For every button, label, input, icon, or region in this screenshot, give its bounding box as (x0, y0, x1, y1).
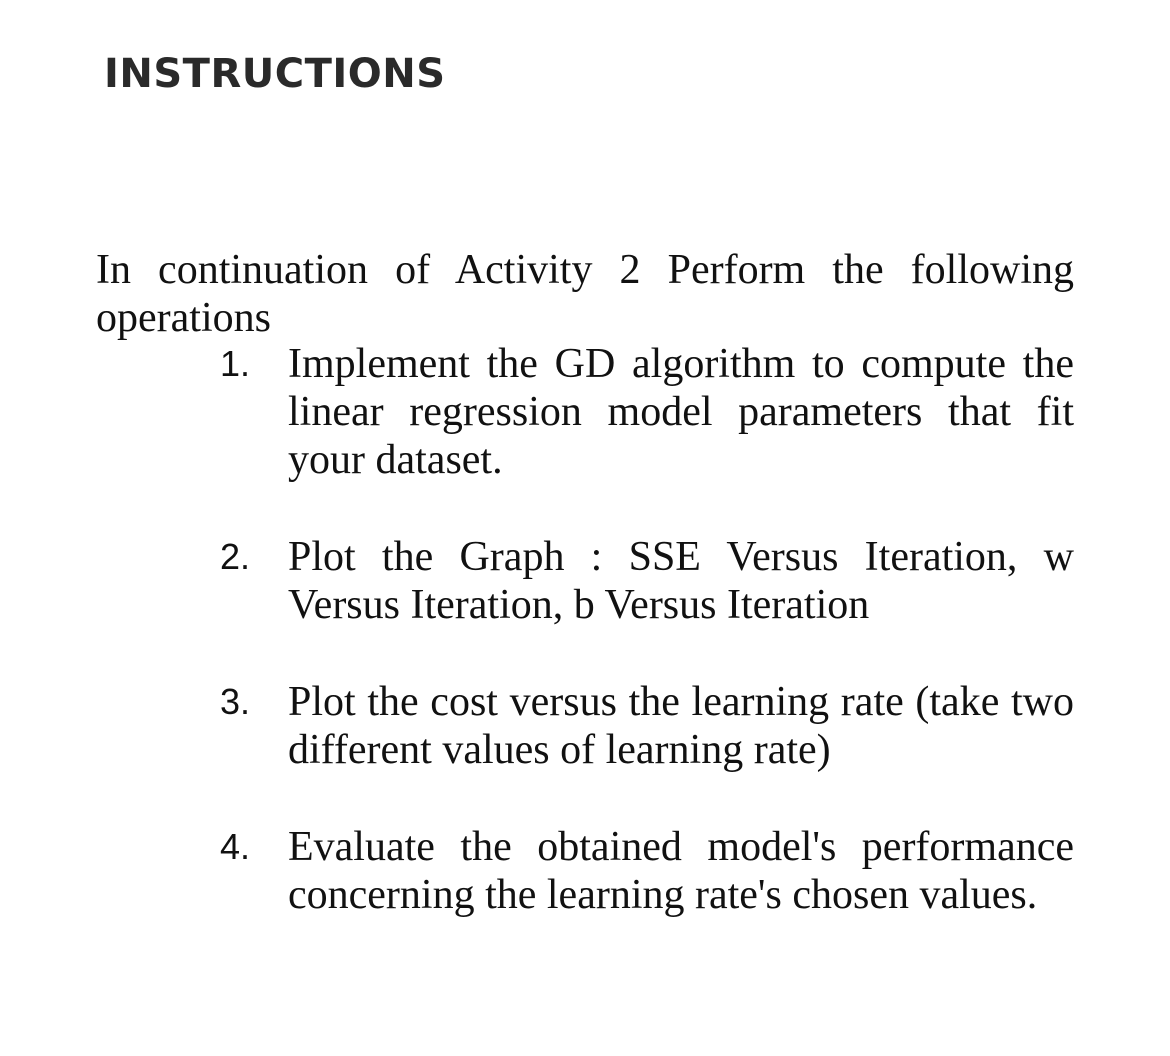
list-item (220, 678, 1074, 774)
list-item-text: Evaluate the obtained model's performance concerning the learning rate's chosen values. (288, 824, 1074, 918)
page-title: INSTRUCTIONS (104, 51, 446, 97)
list-item-text: Plot the cost versus the learning rate (take two different values of learning rate) (288, 679, 1074, 773)
list-item (220, 340, 1074, 484)
list-item-number: 2. (220, 536, 251, 577)
intro-paragraph: In continuation of Activity 2 Perform the following operations (96, 247, 1074, 341)
list-item (220, 533, 1074, 629)
list-item-number: 3. (220, 681, 251, 722)
list-item (220, 823, 1074, 919)
list-item-number: 4. (220, 826, 251, 867)
instructions-list (220, 340, 1074, 919)
list-item-text: Implement the GD algorithm to compute the linear regression model parameters that fit your dataset. (288, 341, 1074, 483)
list-item-text: Plot the Graph : SSE Versus Iteration, w Versus Iteration, b Versus Iteration (288, 534, 1074, 628)
list-item-number: 1. (220, 343, 251, 384)
